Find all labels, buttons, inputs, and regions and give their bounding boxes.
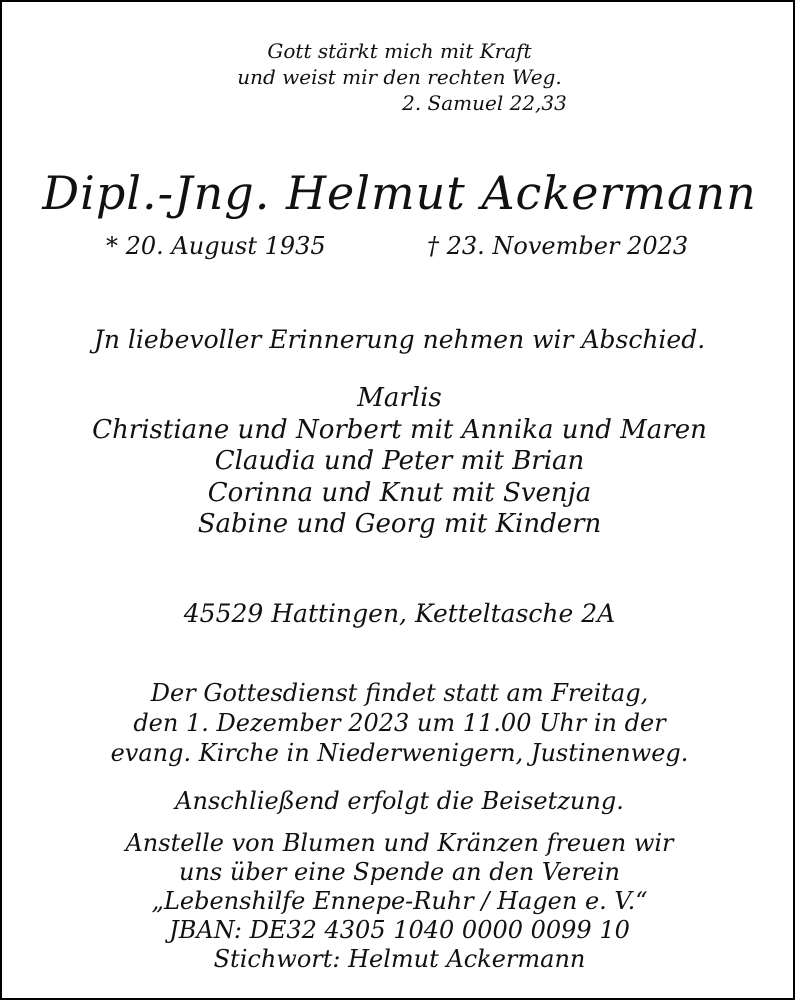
service-line: evang. Kirche in Niederwenigern, Justinenweg. xyxy=(110,739,689,767)
donation-line: uns über eine Spende an den Verein xyxy=(179,858,620,886)
family-line: Sabine und Georg mit Kindern xyxy=(197,509,602,539)
death-date: † 23. November 2023 xyxy=(427,232,689,260)
donation-line: „Lebenshilfe Ennepe-Ruhr / Hagen e. V.“ xyxy=(151,887,648,915)
service-line: Der Gottesdienst findet statt am Freitag, xyxy=(150,679,649,707)
donation-info xyxy=(2,829,795,974)
family-line: Marlis xyxy=(357,383,442,413)
verse-line: und weist mir den rechten Weg. xyxy=(237,65,562,89)
verse-reference: 2. Samuel 22,33 xyxy=(402,91,567,115)
verse-line: Gott stärkt mich mit Kraft xyxy=(267,39,532,63)
family-list xyxy=(2,383,795,541)
family-line: Corinna und Knut mit Svenja xyxy=(207,477,592,508)
family-line: Christiane und Norbert mit Annika und Maren xyxy=(92,414,707,445)
burial-info: Anschließend erfolgt die Beisetzung. xyxy=(175,787,624,815)
farewell-text: Jn liebevoller Erinnerung nehmen wir Abschied. xyxy=(93,325,706,354)
service-line: den 1. Dezember 2023 um 11.00 Uhr in der xyxy=(133,709,666,737)
bible-verse xyxy=(2,38,795,116)
deceased-name: Dipl.-Jng. Helmut Ackermann xyxy=(42,166,757,220)
birth-date: * 20. August 1935 xyxy=(106,232,326,260)
donation-iban: JBAN: DE32 4305 1040 0000 0099 10 xyxy=(169,916,630,944)
service-info xyxy=(2,678,795,768)
family-line: Claudia und Peter mit Brian xyxy=(214,446,585,476)
address: 45529 Hattingen, Ketteltasche 2A xyxy=(183,599,616,628)
donation-line: Anstelle von Blumen und Kränzen freuen wir xyxy=(125,829,674,857)
donation-keyword: Stichwort: Helmut Ackermann xyxy=(213,945,586,973)
